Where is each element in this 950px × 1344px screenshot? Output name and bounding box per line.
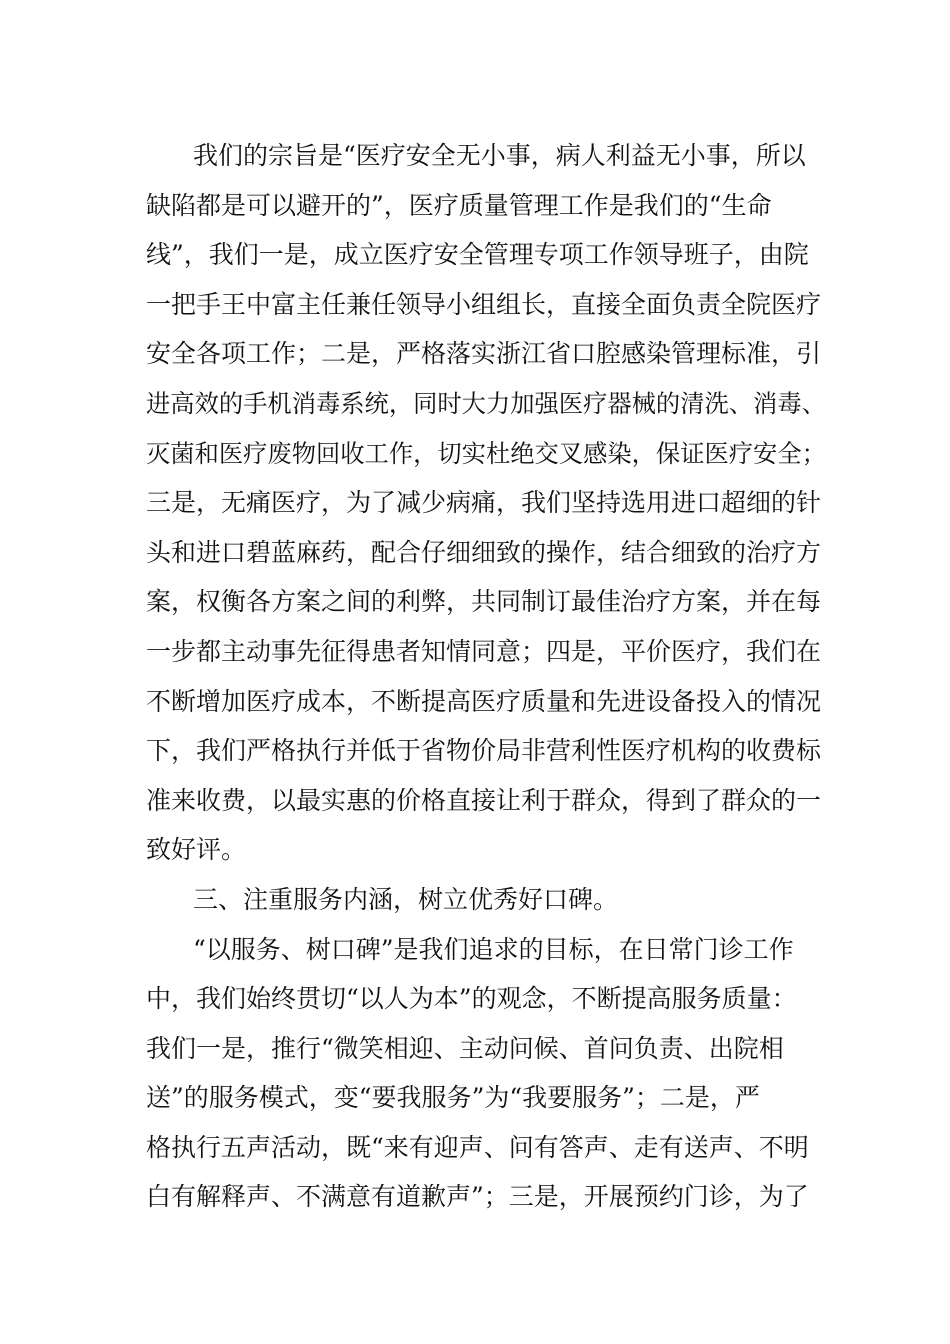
- text-line: 案，权衡各方案之间的利弊，共同制订最佳治疗方案，并在每: [146, 587, 822, 617]
- text-line: 线”，我们一是，成立医疗安全管理专项工作领导班子，由院: [146, 240, 809, 270]
- text-line: 致好评。: [146, 835, 247, 865]
- text-line: 一步都主动事先征得患者知情同意；四是，平价医疗，我们在: [146, 636, 822, 666]
- text-line: 三、注重服务内涵，树立优秀好口碑。: [193, 884, 619, 914]
- text-line: “以服务、树口碑”是我们追求的目标，在日常门诊工作: [193, 934, 794, 964]
- text-line: 进高效的手机消毒系统，同时大力加强医疗器械的清洗、消毒、: [146, 388, 826, 418]
- text-line: 不断增加医疗成本，不断提高医疗质量和先进设备投入的情况: [146, 686, 822, 716]
- text-line: 送”的服务模式，变“要我服务”为“我要服务”；二是，严: [146, 1083, 760, 1113]
- text-line: 白有解释声、不满意有道歉声”；三是，开展预约门诊，为了: [146, 1182, 809, 1212]
- text-line: 我们的宗旨是“医疗安全无小事，病人利益无小事，所以: [193, 141, 806, 170]
- text-line: 下，我们严格执行并低于省物价局非营利性医疗机构的收费标: [146, 736, 822, 766]
- text-line: 三是，无痛医疗，为了减少病痛，我们坚持选用进口超细的针: [146, 488, 822, 518]
- text-line: 我们一是，推行“微笑相迎、主动问候、首问负责、出院相: [146, 1033, 784, 1063]
- text-line: 准来收费，以最实惠的价格直接让利于群众，得到了群众的一: [146, 785, 822, 815]
- text-line: 一把手王中富主任兼任领导小组组长，直接全面负责全院医疗: [146, 289, 822, 319]
- text-line: 缺陷都是可以避开的”，医疗质量管理工作是我们的“生命: [146, 190, 772, 220]
- text-line: 灭菌和医疗废物回收工作，切实杜绝交叉感染，保证医疗安全；: [146, 438, 826, 468]
- body-text: [146, 131, 826, 1222]
- text-line: 格执行五声活动，既“来有迎声、问有答声、走有送声、不明: [146, 1132, 809, 1162]
- text-line: 中，我们始终贯切“以人为本”的观念，不断提高服务质量：: [146, 984, 797, 1014]
- text-line: 头和进口碧蓝麻药，配合仔细细致的操作，结合细致的治疗方: [146, 537, 822, 567]
- text-line: 安全各项工作；二是，严格落实浙江省口腔感染管理标准，引: [146, 339, 822, 369]
